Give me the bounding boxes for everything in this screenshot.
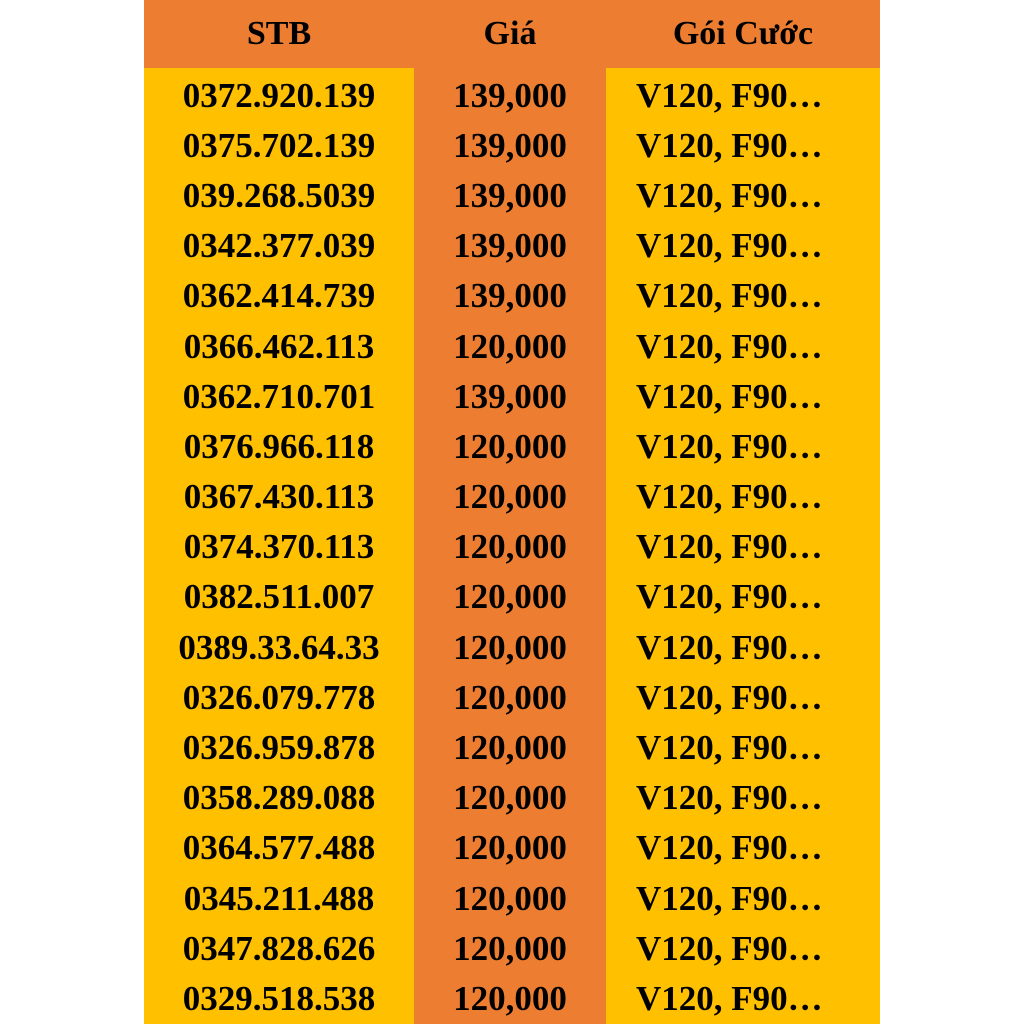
- table-body: [144, 70, 880, 1024]
- phone-number: 0364.577.488: [182, 828, 376, 868]
- package-value: V120, F90…: [636, 426, 823, 466]
- table-row: [144, 973, 880, 1023]
- package-value: V120, F90…: [636, 778, 823, 818]
- table-row: [144, 622, 880, 672]
- price-value: 120,000: [453, 828, 567, 868]
- price-value: 120,000: [453, 778, 567, 818]
- sim-price-table: [144, 0, 880, 1024]
- table-row: [144, 321, 880, 371]
- table-row: [144, 672, 880, 722]
- price-value: 139,000: [453, 175, 567, 215]
- package-value: V120, F90…: [636, 326, 823, 366]
- table-row: [144, 371, 880, 421]
- phone-number: 0347.828.626: [182, 928, 376, 968]
- price-value: 120,000: [453, 477, 567, 517]
- phone-number: 0362.414.739: [182, 276, 376, 316]
- package-value: V120, F90…: [636, 376, 823, 416]
- phone-number: 0362.710.701: [182, 376, 376, 416]
- package-value: V120, F90…: [636, 477, 823, 517]
- package-value: V120, F90…: [636, 928, 823, 968]
- header-package: Gói Cước: [672, 15, 814, 52]
- table-row: [144, 923, 880, 973]
- table-row: [144, 722, 880, 772]
- price-value: 139,000: [453, 376, 567, 416]
- phone-number: 0375.702.139: [182, 125, 376, 165]
- table-row: [144, 472, 880, 522]
- phone-number: 0345.211.488: [183, 878, 375, 918]
- package-value: V120, F90…: [636, 728, 823, 768]
- package-value: V120, F90…: [636, 276, 823, 316]
- phone-number: 0382.511.007: [183, 577, 375, 617]
- phone-number: 039.268.5039: [182, 175, 376, 215]
- price-value: 120,000: [453, 527, 567, 567]
- package-value: V120, F90…: [636, 828, 823, 868]
- phone-number: 0372.920.139: [182, 75, 376, 115]
- price-value: 139,000: [453, 276, 567, 316]
- price-value: 120,000: [453, 878, 567, 918]
- package-value: V120, F90…: [636, 978, 823, 1018]
- phone-number: 0374.370.113: [183, 527, 375, 567]
- package-value: V120, F90…: [636, 527, 823, 567]
- package-value: V120, F90…: [636, 175, 823, 215]
- table-row: [144, 873, 880, 923]
- price-value: 120,000: [453, 928, 567, 968]
- table-row: [144, 773, 880, 823]
- phone-number: 0329.518.538: [182, 978, 376, 1018]
- package-value: V120, F90…: [636, 577, 823, 617]
- package-value: V120, F90…: [636, 75, 823, 115]
- table-row: [144, 572, 880, 622]
- header-number: STB: [246, 15, 312, 52]
- package-value: V120, F90…: [636, 878, 823, 918]
- price-value: 120,000: [453, 728, 567, 768]
- table-row: [144, 522, 880, 572]
- phone-number: 0326.959.878: [182, 728, 376, 768]
- table-row: [144, 170, 880, 220]
- price-value: 120,000: [453, 326, 567, 366]
- table-row: [144, 421, 880, 471]
- table-row: [144, 70, 880, 120]
- header-price: Giá: [483, 15, 537, 52]
- phone-number: 0326.079.778: [182, 677, 376, 717]
- package-value: V120, F90…: [636, 125, 823, 165]
- phone-number: 0389.33.64.33: [178, 627, 380, 667]
- phone-number: 0367.430.113: [183, 477, 375, 517]
- phone-number: 0376.966.118: [183, 426, 375, 466]
- price-value: 120,000: [453, 978, 567, 1018]
- price-value: 120,000: [453, 627, 567, 667]
- phone-number: 0358.289.088: [182, 778, 376, 818]
- price-value: 139,000: [453, 125, 567, 165]
- table-row: [144, 120, 880, 170]
- table-row: [144, 221, 880, 271]
- table-row: [144, 823, 880, 873]
- package-value: V120, F90…: [636, 677, 823, 717]
- price-value: 139,000: [453, 226, 567, 266]
- price-value: 120,000: [453, 677, 567, 717]
- price-value: 120,000: [453, 426, 567, 466]
- table-row: [144, 271, 880, 321]
- price-value: 139,000: [453, 75, 567, 115]
- package-value: V120, F90…: [636, 627, 823, 667]
- package-value: V120, F90…: [636, 226, 823, 266]
- table-header: [144, 0, 880, 68]
- price-value: 120,000: [453, 577, 567, 617]
- phone-number: 0342.377.039: [182, 226, 376, 266]
- phone-number: 0366.462.113: [183, 326, 375, 366]
